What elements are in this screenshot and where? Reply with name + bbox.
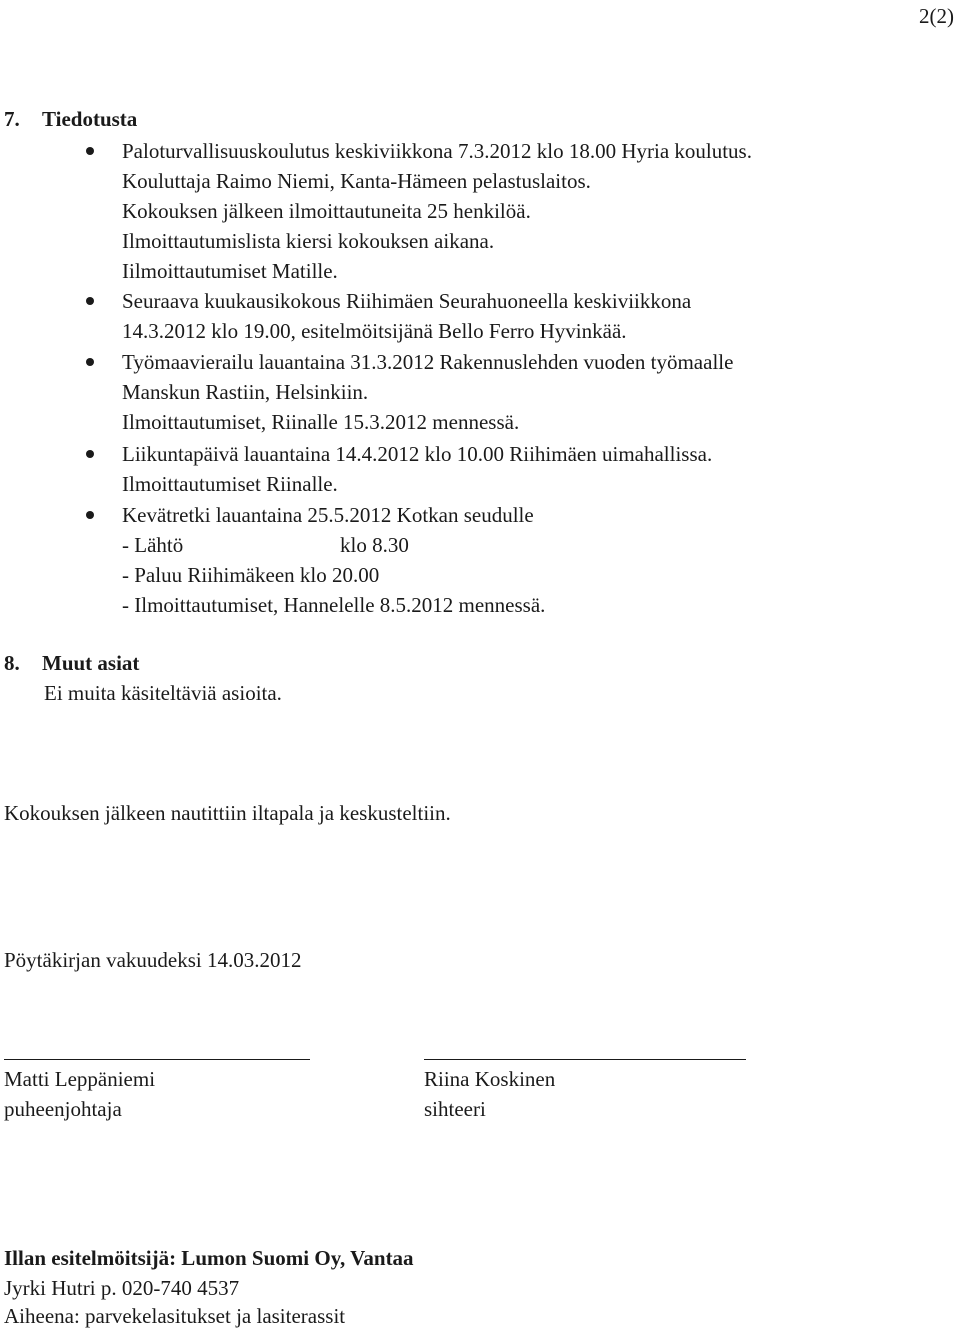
bullet-icon — [86, 450, 94, 458]
presenter-topic: Aiheena: parvekelasitukset ja lasiterassit — [4, 1304, 346, 1328]
section-8-title: Muut asiat — [42, 651, 140, 675]
signer-role: sihteeri — [424, 1097, 486, 1121]
item-line: Ilmoittautumislista kiersi kokouksen aikana. — [122, 229, 495, 253]
item-line: Iilmoittautumiset Matille. — [122, 259, 338, 283]
signer-name: Riina Koskinen — [424, 1067, 556, 1091]
signer-name: Matti Leppäniemi — [4, 1067, 156, 1091]
item-line: - Lähtö — [122, 533, 184, 557]
item-line: Paloturvallisuuskoulutus keskiviikkona 7.3.2012 klo 18.00 Hyria koulutus. — [122, 139, 752, 163]
item-line: Seuraava kuukausikokous Riihimäen Seurahuoneella keskiviikkona — [122, 289, 692, 313]
bullet-icon — [86, 358, 94, 366]
signature-line — [424, 1059, 746, 1060]
bullet-icon — [86, 147, 94, 155]
item-line: Ilmoittautumiset Riinalle. — [122, 472, 338, 496]
item-line: 14.3.2012 klo 19.00, esitelmöitsijänä Bello Ferro Hyvinkää. — [122, 319, 627, 343]
signer-role: puheenjohtaja — [4, 1097, 122, 1121]
section-7-number: 7. — [4, 107, 20, 131]
departure-time: klo 8.30 — [340, 533, 409, 557]
item-line: Työmaavierailu lauantaina 31.3.2012 Rakennuslehden vuoden työmaalle — [122, 350, 734, 374]
item-line: Kouluttaja Raimo Niemi, Kanta-Hämeen pelastuslaitos. — [122, 169, 591, 193]
page-number: 2(2) — [919, 4, 954, 28]
certification-text: Pöytäkirjan vakuudeksi 14.03.2012 — [4, 948, 302, 972]
item-line: Liikuntapäivä lauantaina 14.4.2012 klo 10.00 Riihimäen uimahallissa. — [122, 442, 713, 466]
closing-text: Kokouksen jälkeen nautittiin iltapala ja keskusteltiin. — [4, 801, 451, 825]
signature-line — [4, 1059, 310, 1060]
item-line: Kokouksen jälkeen ilmoittautuneita 25 henkilöä. — [122, 199, 531, 223]
bullet-icon — [86, 297, 94, 305]
presenter-contact: Jyrki Hutri p. 020-740 4537 — [4, 1276, 240, 1300]
item-line: Kevätretki lauantaina 25.5.2012 Kotkan seudulle — [122, 503, 534, 527]
section-8-number: 8. — [4, 651, 20, 675]
bullet-icon — [86, 511, 94, 519]
item-line: Manskun Rastiin, Helsinkiin. — [122, 380, 369, 404]
item-line: - Ilmoittautumiset, Hannelelle 8.5.2012 mennessä. — [122, 593, 546, 617]
section-8-text: Ei muita käsiteltäviä asioita. — [44, 681, 282, 705]
section-7-title: Tiedotusta — [42, 107, 138, 131]
presenter-title: Illan esitelmöitsijä: Lumon Suomi Oy, Vantaa — [4, 1246, 414, 1270]
item-line: Ilmoittautumiset, Riinalle 15.3.2012 mennessä. — [122, 410, 520, 434]
item-line: - Paluu Riihimäkeen klo 20.00 — [122, 563, 380, 587]
